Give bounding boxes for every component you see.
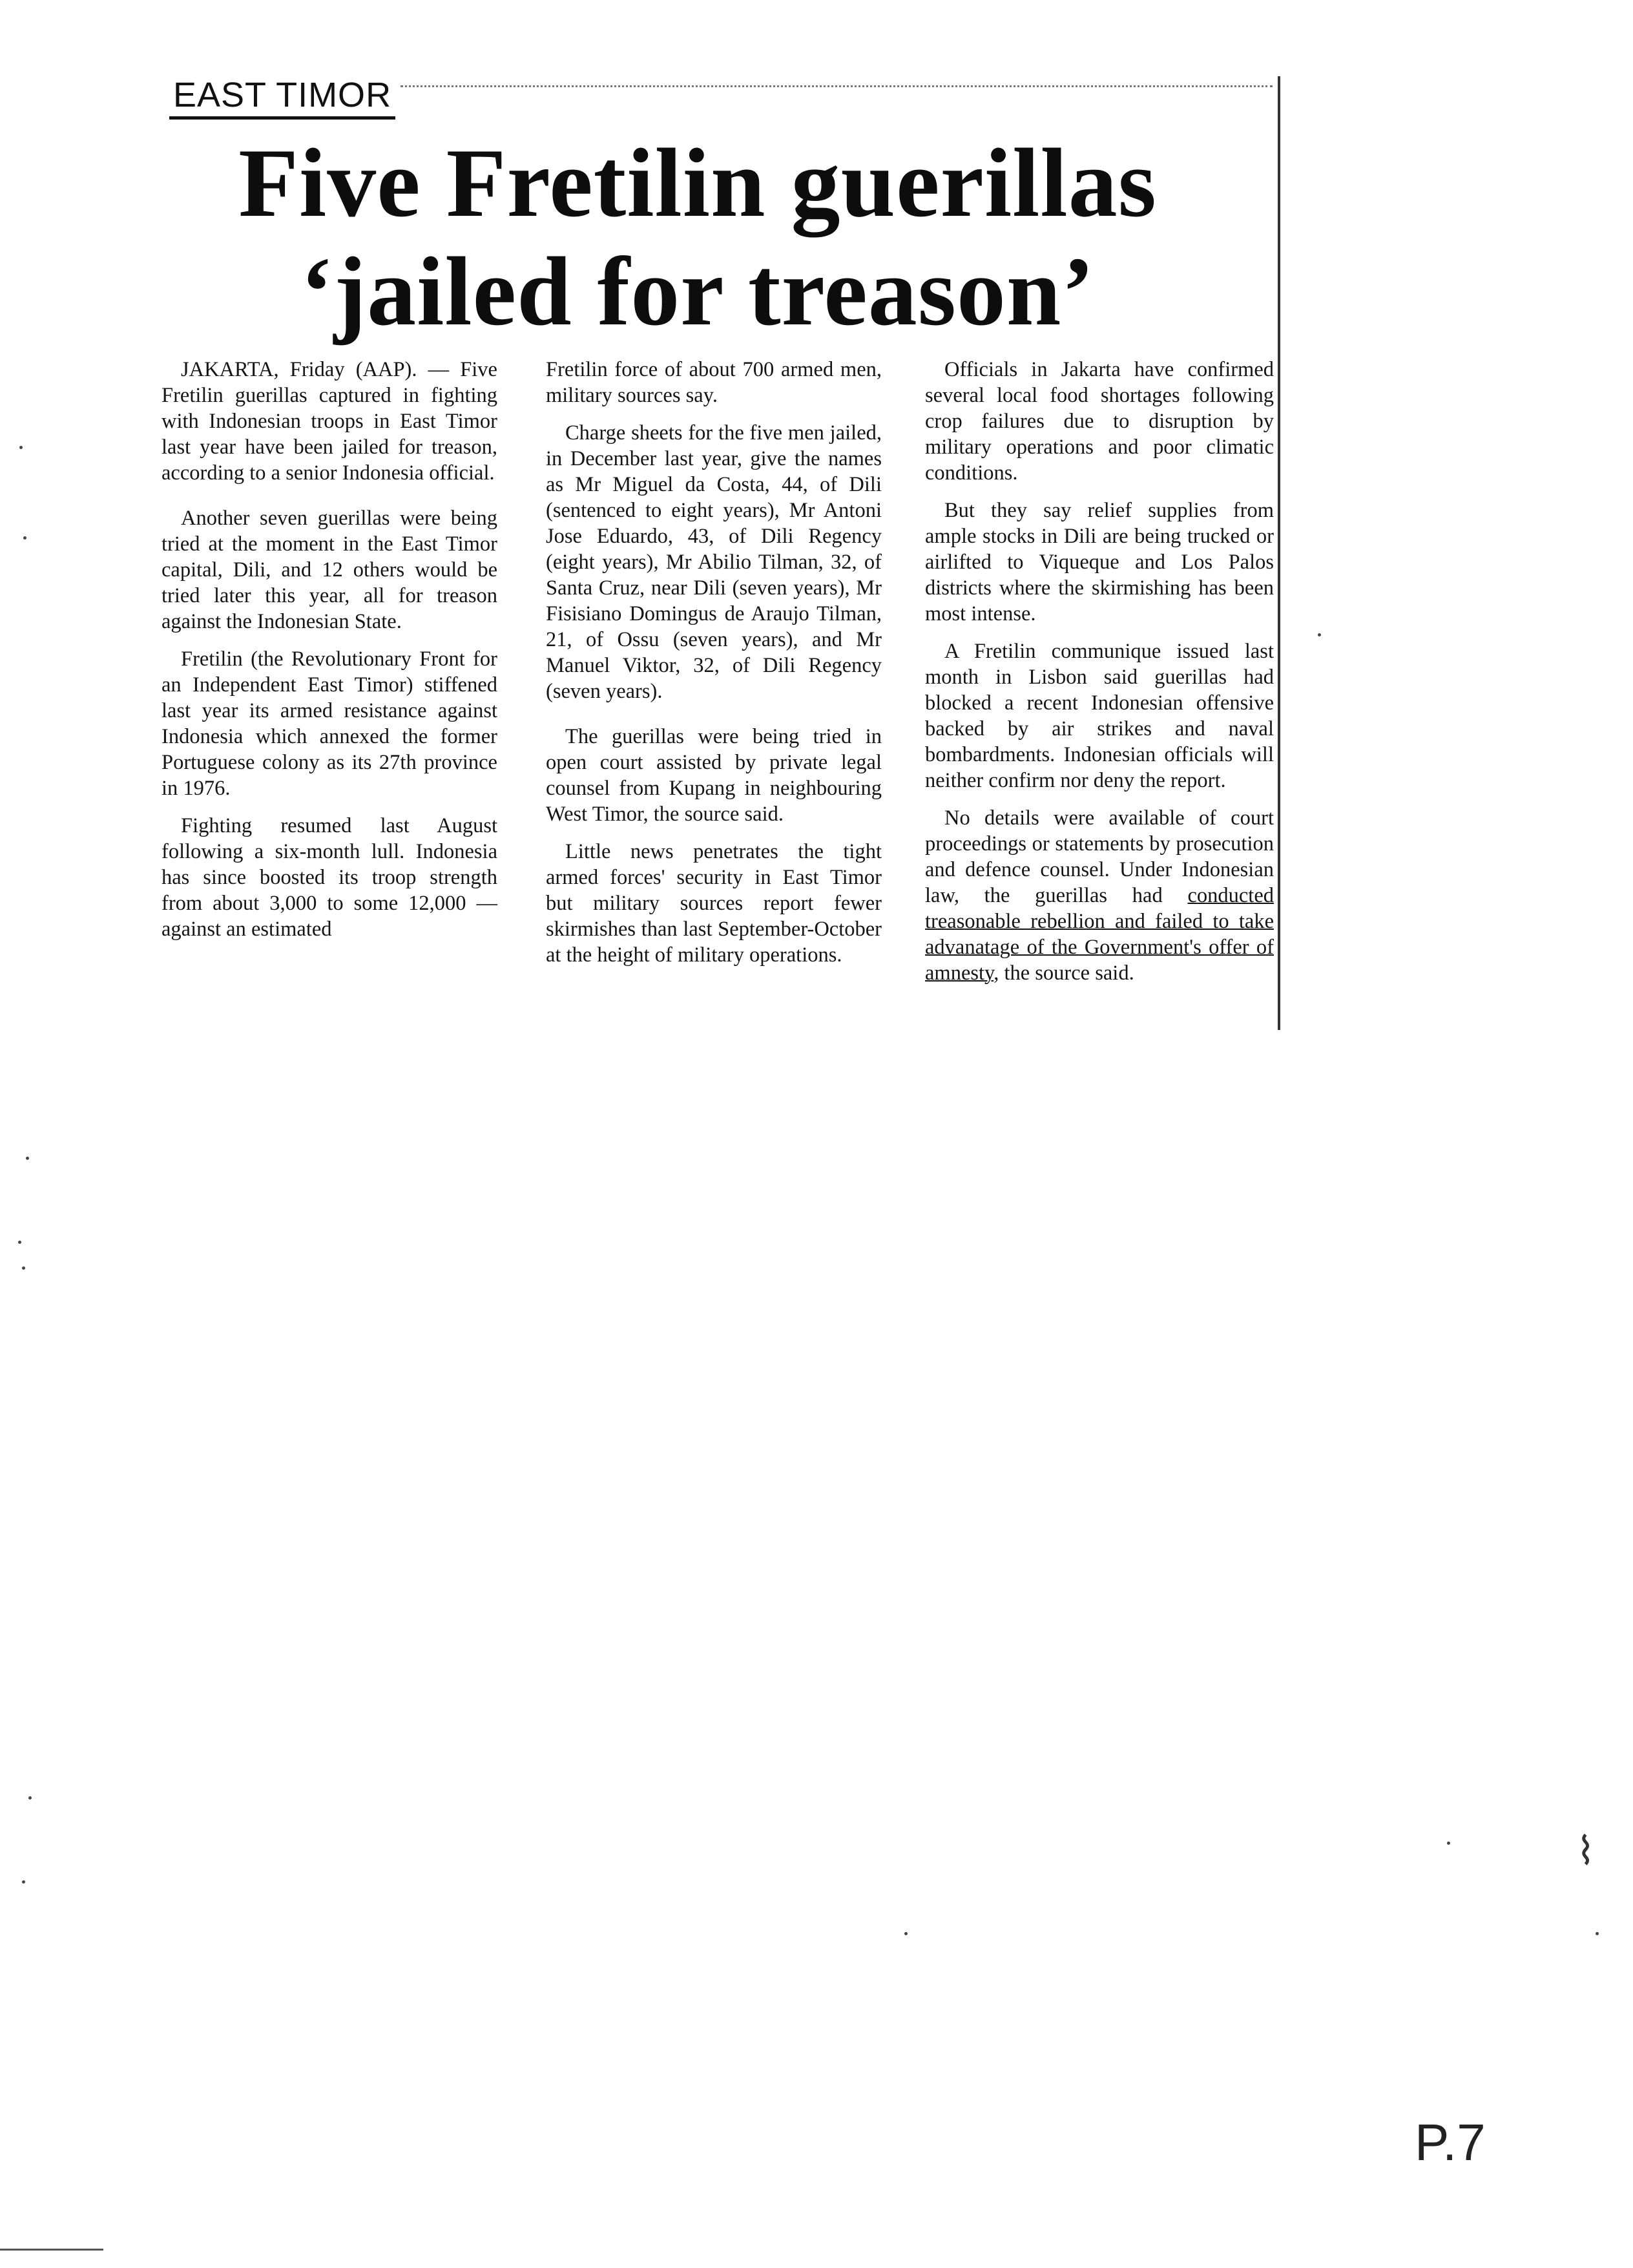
ink-mark: ⌇ xyxy=(1576,1830,1596,1873)
paragraph: Fretilin (the Revolutionary Front for an Independent East Timor) stiffened last year its armed resistance against Indonesia which annexed the former Portuguese colony as its 27th province in 1976. xyxy=(161,647,497,800)
scan-speck xyxy=(19,446,23,449)
section-underline xyxy=(169,116,395,120)
paragraph: Fretilin force of about 700 armed men, military sources say. xyxy=(546,358,882,407)
scan-speck xyxy=(1447,1842,1450,1845)
paragraph xyxy=(925,805,1274,986)
article-column-3 xyxy=(925,357,1274,986)
paragraph-tail: , the source said. xyxy=(993,961,1134,985)
scan-speck xyxy=(1596,1932,1599,1935)
scan-speck xyxy=(18,1241,21,1244)
handwritten-page-number: P.7 xyxy=(1415,2114,1486,2171)
article-column-2 xyxy=(546,357,882,980)
paragraph: The guerillas were being tried in open court assisted by private legal counsel from Kupang in neighbouring West Timor, the source said. xyxy=(546,725,882,826)
scan-edge-line xyxy=(0,2249,103,2251)
scan-speck xyxy=(1318,633,1321,636)
paragraph: But they say relief supplies from ample stocks in Dili are being trucked or airlifted to Viqueque and Los Palos districts where the skirmishing has been most intense. xyxy=(925,499,1274,625)
paragraph: Another seven guerillas were being tried at the moment in the East Timor capital, Dili, and 12 others would be tried later this year, all for treason against the Indonesian State. xyxy=(161,507,497,633)
scan-speck xyxy=(904,1932,908,1935)
scan-speck xyxy=(23,536,26,540)
clipping-right-edge xyxy=(1278,76,1280,1030)
headline-line-2: ‘jailed for treason’ xyxy=(300,237,1096,346)
section-label: EAST TIMOR xyxy=(173,76,392,114)
scan-speck xyxy=(22,1266,25,1270)
scan-speck xyxy=(28,1796,32,1800)
headline-line-1: Five Fretilin guerillas xyxy=(238,129,1157,237)
scan-speck xyxy=(22,1880,25,1884)
dotted-top-border xyxy=(400,85,1273,87)
paragraph: Charge sheets for the five men jailed, in December last year, give the names as Mr Miguel da Costa, 44, of Dili (sentenced to eight years), Mr Antoni Jose Eduardo, 43, of Dili Regency (eight years), Mr Abilio Tilman, 32, of Santa Cruz, near Dili (seven years), Mr Fisisiano Domingus de Araujo Tilman, 21, of Ossu (seven years), and Mr Manuel Viktor, 32, of Dili Regency (seven years). xyxy=(546,421,882,703)
paragraph: JAKARTA, Friday (AAP). — Five Fretilin guerillas captured in fighting with Indonesian troops in East Timor last year have been jailed for treason, according to a senior Indonesia official. xyxy=(161,358,497,485)
scan-speck xyxy=(26,1157,29,1160)
paragraph-text: No details were available of court proceedings or statements by prosecution and defence counsel. xyxy=(925,806,1274,881)
paragraph: Officials in Jakarta have confirmed several local food shortages following crop failures due to disruption by military operations and poor climatic conditions. xyxy=(925,358,1274,485)
paragraph: Little news penetrates the tight armed forces' security in East Timor but military sources report fewer skirmishes than last September-October at the height of military operations. xyxy=(546,840,882,967)
paragraph: A Fretilin communique issued last month in Lisbon said guerillas had blocked a recent Indonesian offensive backed by air strikes and naval bombardments. Indonesian officials will neither confirm nor deny the report. xyxy=(925,640,1274,792)
handwritten-underlined-text: conducted treasonable rebellion and failed to take advanatage of the Government's offer of amnesty xyxy=(925,884,1274,985)
article-column-1 xyxy=(161,357,497,954)
paragraph: Fighting resumed last August following a six-month lull. Indonesia has since boosted its troop strength from about 3,000 to some 12,000 — against an estimated xyxy=(161,814,497,941)
paragraph-lead: Under Indonesian law, the guerillas had xyxy=(925,858,1274,907)
